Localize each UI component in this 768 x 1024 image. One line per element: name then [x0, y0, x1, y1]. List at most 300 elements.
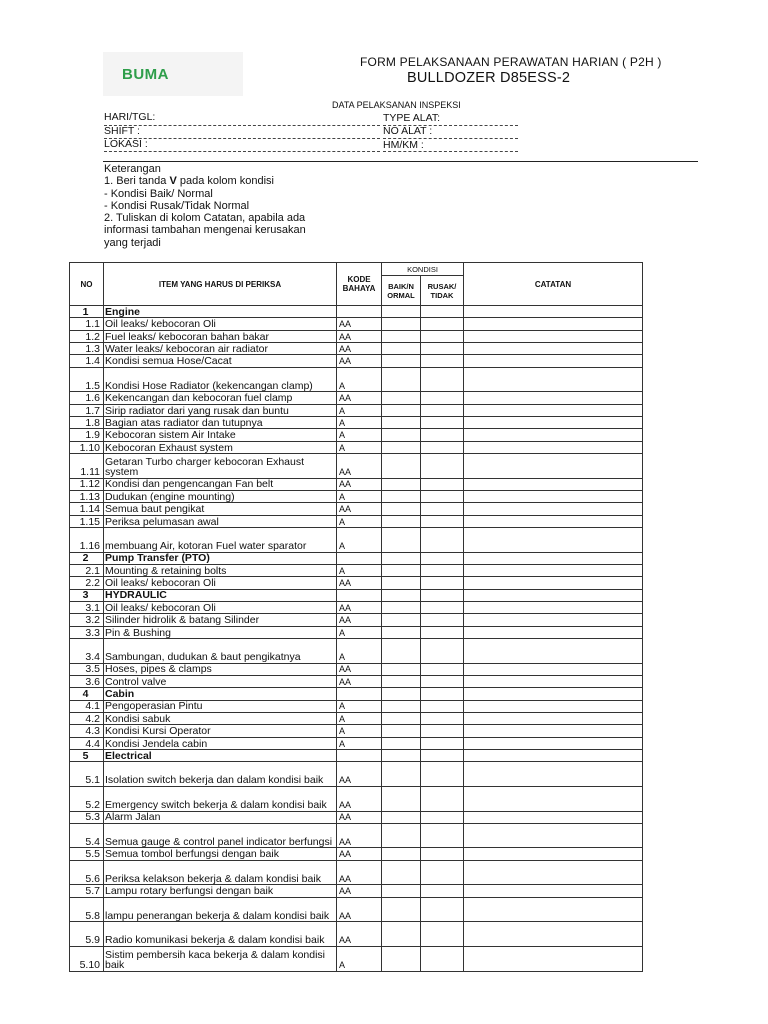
- col-catatan-header: CATATAN: [464, 263, 643, 306]
- catatan-cell[interactable]: [464, 626, 643, 638]
- baik-checkbox-cell[interactable]: [382, 490, 421, 502]
- catatan-cell[interactable]: [464, 848, 643, 860]
- row-number: 5.3: [70, 811, 104, 823]
- table-row: [70, 454, 643, 479]
- row-item: Sambungan, dudukan & baut pengikatnya: [104, 639, 337, 664]
- baik-checkbox-cell[interactable]: [382, 552, 421, 564]
- row-number: 1.5: [70, 367, 104, 392]
- hari-tgl-field[interactable]: [104, 125, 380, 126]
- catatan-cell[interactable]: [464, 490, 643, 502]
- rusak-checkbox-cell[interactable]: [421, 750, 464, 762]
- table-row: [70, 564, 643, 576]
- row-kode-bahaya: AA: [337, 454, 382, 479]
- row-number: 1.4: [70, 355, 104, 367]
- row-kode-bahaya: A: [337, 441, 382, 453]
- row-kode-bahaya: AA: [337, 503, 382, 515]
- rusak-checkbox-cell[interactable]: [421, 626, 464, 638]
- catatan-cell[interactable]: [464, 737, 643, 749]
- row-number: 1.12: [70, 478, 104, 490]
- hari-tgl-label: HARI/TGL:: [104, 111, 156, 123]
- catatan-cell[interactable]: [464, 392, 643, 404]
- table-row: [70, 885, 643, 897]
- row-item: Periksa kelakson bekerja & dalam kondisi baik: [104, 860, 337, 885]
- row-kode-bahaya: AA: [337, 897, 382, 922]
- row-kode-bahaya: A: [337, 429, 382, 441]
- table-row: [70, 343, 643, 355]
- row-kode-bahaya: A: [337, 712, 382, 724]
- baik-checkbox-cell[interactable]: [382, 922, 421, 947]
- table-row: [70, 762, 643, 787]
- row-number: 1.7: [70, 404, 104, 416]
- row-kode-bahaya: [337, 750, 382, 762]
- row-item: Oil leaks/ kebocoran Oli: [104, 577, 337, 589]
- row-number: 1.14: [70, 503, 104, 515]
- catatan-cell[interactable]: [464, 330, 643, 342]
- row-kode-bahaya: A: [337, 737, 382, 749]
- separator-line: [103, 161, 698, 162]
- table-row: [70, 528, 643, 553]
- keterangan-block: [104, 163, 339, 249]
- rusak-checkbox-cell[interactable]: [421, 712, 464, 724]
- catatan-cell[interactable]: [464, 601, 643, 613]
- row-number: 1.11: [70, 454, 104, 479]
- row-number: 3.2: [70, 614, 104, 626]
- rusak-checkbox-cell[interactable]: [421, 589, 464, 601]
- table-row: [70, 786, 643, 811]
- row-number: 3.1: [70, 601, 104, 613]
- rusak-checkbox-cell[interactable]: [421, 860, 464, 885]
- row-number: 4.3: [70, 725, 104, 737]
- catatan-cell[interactable]: [464, 577, 643, 589]
- keterangan-line6: yang terjadi: [104, 236, 161, 249]
- row-kode-bahaya: A: [337, 639, 382, 664]
- table-row: [70, 737, 643, 749]
- row-item: Dudukan (engine mounting): [104, 490, 337, 502]
- keterangan-line4: 2. Tuliskan di kolom Catatan, apabila ada: [104, 212, 306, 225]
- row-item: Mounting & retaining bolts: [104, 564, 337, 576]
- baik-checkbox-cell[interactable]: [382, 639, 421, 664]
- baik-checkbox-cell[interactable]: [382, 343, 421, 355]
- row-kode-bahaya: AA: [337, 786, 382, 811]
- baik-checkbox-cell[interactable]: [382, 589, 421, 601]
- rusak-checkbox-cell[interactable]: [421, 392, 464, 404]
- table-row: [70, 639, 643, 664]
- row-number: 3: [70, 589, 104, 601]
- section-row: [70, 589, 643, 601]
- rusak-checkbox-cell[interactable]: [421, 885, 464, 897]
- row-kode-bahaya: A: [337, 626, 382, 638]
- row-item: Cabin: [104, 688, 337, 700]
- catatan-cell[interactable]: [464, 786, 643, 811]
- baik-checkbox-cell[interactable]: [382, 417, 421, 429]
- row-kode-bahaya: AA: [337, 318, 382, 330]
- table-row: [70, 614, 643, 626]
- table-row: [70, 712, 643, 724]
- table-row: [70, 515, 643, 527]
- row-number: 5.8: [70, 897, 104, 922]
- row-item: membuang Air, kotoran Fuel water sparator: [104, 528, 337, 553]
- catatan-cell[interactable]: [464, 897, 643, 922]
- table-row: [70, 478, 643, 490]
- no-alat-label: NO ALAT :: [383, 125, 433, 137]
- catatan-cell[interactable]: [464, 355, 643, 367]
- row-item: Radio komunikasi bekerja & dalam kondisi baik: [104, 922, 337, 947]
- catatan-cell[interactable]: [464, 885, 643, 897]
- catatan-cell[interactable]: [464, 675, 643, 687]
- catatan-cell[interactable]: [464, 860, 643, 885]
- rusak-checkbox-cell[interactable]: [421, 330, 464, 342]
- company-logo: BUMA: [122, 66, 169, 83]
- rusak-checkbox-cell[interactable]: [421, 454, 464, 479]
- row-number: 1.6: [70, 392, 104, 404]
- row-kode-bahaya: [337, 306, 382, 318]
- row-item: Kondisi semua Hose/Cacat: [104, 355, 337, 367]
- baik-checkbox-cell[interactable]: [382, 946, 421, 971]
- row-item: Silinder hidrolik & batang Silinder: [104, 614, 337, 626]
- table-row: [70, 700, 643, 712]
- baik-checkbox-cell[interactable]: [382, 478, 421, 490]
- table-row: [70, 392, 643, 404]
- catatan-cell[interactable]: [464, 404, 643, 416]
- row-number: 4: [70, 688, 104, 700]
- row-kode-bahaya: AA: [337, 392, 382, 404]
- col-kondisi-header: KONDISI: [382, 263, 464, 276]
- table-row: [70, 601, 643, 613]
- table-row: [70, 725, 643, 737]
- row-item: Bagian atas radiator dan tutupnya: [104, 417, 337, 429]
- row-kode-bahaya: [337, 552, 382, 564]
- row-number: 2.2: [70, 577, 104, 589]
- baik-checkbox-cell[interactable]: [382, 503, 421, 515]
- table-row: [70, 503, 643, 515]
- baik-checkbox-cell[interactable]: [382, 897, 421, 922]
- table-row: [70, 355, 643, 367]
- row-number: 5.9: [70, 922, 104, 947]
- row-item: Kebocoran sistem Air Intake: [104, 429, 337, 441]
- baik-checkbox-cell[interactable]: [382, 601, 421, 613]
- row-item: Kondisi Hose Radiator (kekencangan clamp): [104, 367, 337, 392]
- rusak-checkbox-cell[interactable]: [421, 318, 464, 330]
- keterangan-line3: - Kondisi Rusak/Tidak Normal: [104, 199, 250, 212]
- row-item: Control valve: [104, 675, 337, 687]
- row-kode-bahaya: A: [337, 946, 382, 971]
- row-kode-bahaya: AA: [337, 614, 382, 626]
- catatan-cell[interactable]: [464, 343, 643, 355]
- row-kode-bahaya: A: [337, 725, 382, 737]
- row-number: 1.10: [70, 441, 104, 453]
- row-number: 2.1: [70, 564, 104, 576]
- table-row: [70, 626, 643, 638]
- row-item: Oil leaks/ kebocoran Oli: [104, 318, 337, 330]
- rusak-checkbox-cell[interactable]: [421, 688, 464, 700]
- row-number: 5.4: [70, 823, 104, 848]
- row-item: Kebocoran Exhaust system: [104, 441, 337, 453]
- row-number: 3.3: [70, 626, 104, 638]
- catatan-cell[interactable]: [464, 663, 643, 675]
- baik-checkbox-cell[interactable]: [382, 663, 421, 675]
- row-kode-bahaya: AA: [337, 330, 382, 342]
- rusak-checkbox-cell[interactable]: [421, 700, 464, 712]
- table-row: [70, 330, 643, 342]
- catatan-cell[interactable]: [464, 725, 643, 737]
- row-kode-bahaya: A: [337, 515, 382, 527]
- baik-checkbox-cell[interactable]: [382, 885, 421, 897]
- catatan-cell[interactable]: [464, 639, 643, 664]
- rusak-checkbox-cell[interactable]: [421, 564, 464, 576]
- catatan-cell[interactable]: [464, 589, 643, 601]
- rusak-checkbox-cell[interactable]: [421, 786, 464, 811]
- baik-checkbox-cell[interactable]: [382, 750, 421, 762]
- catatan-cell[interactable]: [464, 688, 643, 700]
- baik-checkbox-cell[interactable]: [382, 860, 421, 885]
- baik-checkbox-cell[interactable]: [382, 737, 421, 749]
- rusak-checkbox-cell[interactable]: [421, 823, 464, 848]
- catatan-cell[interactable]: [464, 306, 643, 318]
- baik-checkbox-cell[interactable]: [382, 355, 421, 367]
- row-kode-bahaya: AA: [337, 823, 382, 848]
- table-row: [70, 860, 643, 885]
- catatan-cell[interactable]: [464, 762, 643, 787]
- baik-checkbox-cell[interactable]: [382, 318, 421, 330]
- row-number: 5: [70, 750, 104, 762]
- row-number: 1.2: [70, 330, 104, 342]
- catatan-cell[interactable]: [464, 811, 643, 823]
- rusak-checkbox-cell[interactable]: [421, 367, 464, 392]
- table-row: [70, 367, 643, 392]
- row-item: Isolation switch bekerja dan dalam kondisi baik: [104, 762, 337, 787]
- rusak-checkbox-cell[interactable]: [421, 737, 464, 749]
- rusak-checkbox-cell[interactable]: [421, 528, 464, 553]
- catatan-cell[interactable]: [464, 515, 643, 527]
- baik-checkbox-cell[interactable]: [382, 823, 421, 848]
- row-item: Kekencangan dan kebocoran fuel clamp: [104, 392, 337, 404]
- form-title: FORM PELAKSANAAN PERAWATAN HARIAN ( P2H ): [360, 55, 662, 69]
- shift-label: SHIFT :: [104, 125, 140, 137]
- rusak-checkbox-cell[interactable]: [421, 417, 464, 429]
- inspection-table: [69, 262, 643, 972]
- row-kode-bahaya: A: [337, 528, 382, 553]
- row-item: Kondisi Jendela cabin: [104, 737, 337, 749]
- row-kode-bahaya: AA: [337, 577, 382, 589]
- catatan-cell[interactable]: [464, 922, 643, 947]
- catatan-cell[interactable]: [464, 417, 643, 429]
- rusak-checkbox-cell[interactable]: [421, 897, 464, 922]
- baik-checkbox-cell[interactable]: [382, 454, 421, 479]
- row-item: Sistim pembersih kaca bekerja & dalam kondisi baik: [104, 946, 337, 971]
- baik-checkbox-cell[interactable]: [382, 404, 421, 416]
- catatan-cell[interactable]: [464, 564, 643, 576]
- rusak-checkbox-cell[interactable]: [421, 552, 464, 564]
- baik-checkbox-cell[interactable]: [382, 441, 421, 453]
- rusak-checkbox-cell[interactable]: [421, 441, 464, 453]
- row-number: 1.8: [70, 417, 104, 429]
- baik-checkbox-cell[interactable]: [382, 564, 421, 576]
- row-kode-bahaya: AA: [337, 663, 382, 675]
- table-row: [70, 404, 643, 416]
- baik-checkbox-cell[interactable]: [382, 528, 421, 553]
- rusak-checkbox-cell[interactable]: [421, 762, 464, 787]
- rusak-checkbox-cell[interactable]: [421, 490, 464, 502]
- baik-checkbox-cell[interactable]: [382, 762, 421, 787]
- row-item: Getaran Turbo charger kebocoran Exhaust system: [104, 454, 337, 479]
- rusak-checkbox-cell[interactable]: [421, 946, 464, 971]
- catatan-cell[interactable]: [464, 503, 643, 515]
- catatan-cell[interactable]: [464, 454, 643, 479]
- rusak-checkbox-cell[interactable]: [421, 515, 464, 527]
- row-item: Engine: [104, 306, 337, 318]
- rusak-checkbox-cell[interactable]: [421, 811, 464, 823]
- baik-checkbox-cell[interactable]: [382, 700, 421, 712]
- baik-checkbox-cell[interactable]: [382, 515, 421, 527]
- catatan-cell[interactable]: [464, 750, 643, 762]
- row-kode-bahaya: AA: [337, 885, 382, 897]
- row-kode-bahaya: AA: [337, 601, 382, 613]
- table-row: [70, 811, 643, 823]
- baik-checkbox-cell[interactable]: [382, 725, 421, 737]
- catatan-cell[interactable]: [464, 429, 643, 441]
- row-item: Kondisi Kursi Operator: [104, 725, 337, 737]
- rusak-checkbox-cell[interactable]: [421, 404, 464, 416]
- row-kode-bahaya: A: [337, 564, 382, 576]
- row-kode-bahaya: AA: [337, 478, 382, 490]
- table-row: [70, 577, 643, 589]
- col-baik-header: BAIK/N ORMAL: [382, 276, 421, 306]
- col-no-header: NO: [70, 263, 104, 306]
- row-item: Alarm Jalan: [104, 811, 337, 823]
- row-item: Sirip radiator dari yang rusak dan buntu: [104, 404, 337, 416]
- row-number: 4.2: [70, 712, 104, 724]
- lokasi-field[interactable]: [104, 151, 380, 152]
- hm-km-field[interactable]: [383, 151, 518, 152]
- keterangan-heading: Keterangan: [104, 163, 161, 175]
- rusak-checkbox-cell[interactable]: [421, 343, 464, 355]
- row-number: 1.9: [70, 429, 104, 441]
- keterangan-line2: - Kondisi Baik/ Normal: [104, 187, 213, 200]
- rusak-checkbox-cell[interactable]: [421, 306, 464, 318]
- baik-checkbox-cell[interactable]: [382, 626, 421, 638]
- row-number: 1.3: [70, 343, 104, 355]
- row-kode-bahaya: [337, 589, 382, 601]
- rusak-checkbox-cell[interactable]: [421, 848, 464, 860]
- table-row: [70, 441, 643, 453]
- catatan-cell[interactable]: [464, 946, 643, 971]
- row-item: Kondisi sabuk: [104, 712, 337, 724]
- section-row: [70, 306, 643, 318]
- rusak-checkbox-cell[interactable]: [421, 503, 464, 515]
- table-row: [70, 848, 643, 860]
- baik-checkbox-cell[interactable]: [382, 577, 421, 589]
- catatan-cell[interactable]: [464, 478, 643, 490]
- row-kode-bahaya: A: [337, 490, 382, 502]
- catatan-cell[interactable]: [464, 528, 643, 553]
- row-number: 1: [70, 306, 104, 318]
- baik-checkbox-cell[interactable]: [382, 614, 421, 626]
- row-number: 2: [70, 552, 104, 564]
- row-item: Oil leaks/ kebocoran Oli: [104, 601, 337, 613]
- rusak-checkbox-cell[interactable]: [421, 663, 464, 675]
- row-item: Electrical: [104, 750, 337, 762]
- row-kode-bahaya: A: [337, 417, 382, 429]
- baik-checkbox-cell[interactable]: [382, 330, 421, 342]
- baik-checkbox-cell[interactable]: [382, 675, 421, 687]
- row-kode-bahaya: AA: [337, 811, 382, 823]
- inspection-heading: DATA PELAKSANAN INSPEKSI: [332, 100, 461, 110]
- row-item: Semua tombol berfungsi dengan baik: [104, 848, 337, 860]
- row-kode-bahaya: A: [337, 700, 382, 712]
- baik-checkbox-cell[interactable]: [382, 786, 421, 811]
- rusak-checkbox-cell[interactable]: [421, 675, 464, 687]
- row-number: 5.10: [70, 946, 104, 971]
- baik-checkbox-cell[interactable]: [382, 848, 421, 860]
- row-item: Kondisi dan pengencangan Fan belt: [104, 478, 337, 490]
- row-number: 5.1: [70, 762, 104, 787]
- row-number: 5.6: [70, 860, 104, 885]
- row-number: 1.13: [70, 490, 104, 502]
- row-item: Lampu rotary berfungsi dengan baik: [104, 885, 337, 897]
- baik-checkbox-cell[interactable]: [382, 429, 421, 441]
- rusak-checkbox-cell[interactable]: [421, 922, 464, 947]
- catatan-cell[interactable]: [464, 552, 643, 564]
- catatan-cell[interactable]: [464, 700, 643, 712]
- row-item: lampu penerangan bekerja & dalam kondisi baik: [104, 897, 337, 922]
- catatan-cell[interactable]: [464, 318, 643, 330]
- row-item: Periksa pelumasan awal: [104, 515, 337, 527]
- catatan-cell[interactable]: [464, 823, 643, 848]
- table-row: [70, 823, 643, 848]
- catatan-cell[interactable]: [464, 441, 643, 453]
- table-row: [70, 946, 643, 971]
- row-item: Pengoperasian Pintu: [104, 700, 337, 712]
- row-item: Emergency switch bekerja & dalam kondisi baik: [104, 786, 337, 811]
- baik-checkbox-cell[interactable]: [382, 712, 421, 724]
- baik-checkbox-cell[interactable]: [382, 367, 421, 392]
- rusak-checkbox-cell[interactable]: [421, 577, 464, 589]
- table-row: [70, 663, 643, 675]
- table-row: [70, 490, 643, 502]
- catatan-cell[interactable]: [464, 614, 643, 626]
- row-kode-bahaya: A: [337, 404, 382, 416]
- lokasi-label: LOKASI :: [104, 138, 148, 150]
- row-item: Hoses, pipes & clamps: [104, 663, 337, 675]
- section-row: [70, 688, 643, 700]
- baik-checkbox-cell[interactable]: [382, 392, 421, 404]
- rusak-checkbox-cell[interactable]: [421, 429, 464, 441]
- table-row: [70, 429, 643, 441]
- col-rusak-header: RUSAK/ TIDAK: [421, 276, 464, 306]
- baik-checkbox-cell[interactable]: [382, 688, 421, 700]
- row-kode-bahaya: AA: [337, 343, 382, 355]
- catatan-cell[interactable]: [464, 712, 643, 724]
- rusak-checkbox-cell[interactable]: [421, 725, 464, 737]
- rusak-checkbox-cell[interactable]: [421, 355, 464, 367]
- row-number: 4.1: [70, 700, 104, 712]
- rusak-checkbox-cell[interactable]: [421, 639, 464, 664]
- rusak-checkbox-cell[interactable]: [421, 601, 464, 613]
- row-number: 1.1: [70, 318, 104, 330]
- catatan-cell[interactable]: [464, 367, 643, 392]
- table-row: [70, 897, 643, 922]
- keterangan-line1: 1. Beri tanda V pada kolom kondisi: [104, 175, 275, 188]
- row-number: 4.4: [70, 737, 104, 749]
- col-item-header: ITEM YANG HARUS DI PERIKSA: [104, 263, 337, 306]
- rusak-checkbox-cell[interactable]: [421, 614, 464, 626]
- row-kode-bahaya: AA: [337, 675, 382, 687]
- row-number: 5.5: [70, 848, 104, 860]
- rusak-checkbox-cell[interactable]: [421, 478, 464, 490]
- baik-checkbox-cell[interactable]: [382, 306, 421, 318]
- baik-checkbox-cell[interactable]: [382, 811, 421, 823]
- row-kode-bahaya: AA: [337, 860, 382, 885]
